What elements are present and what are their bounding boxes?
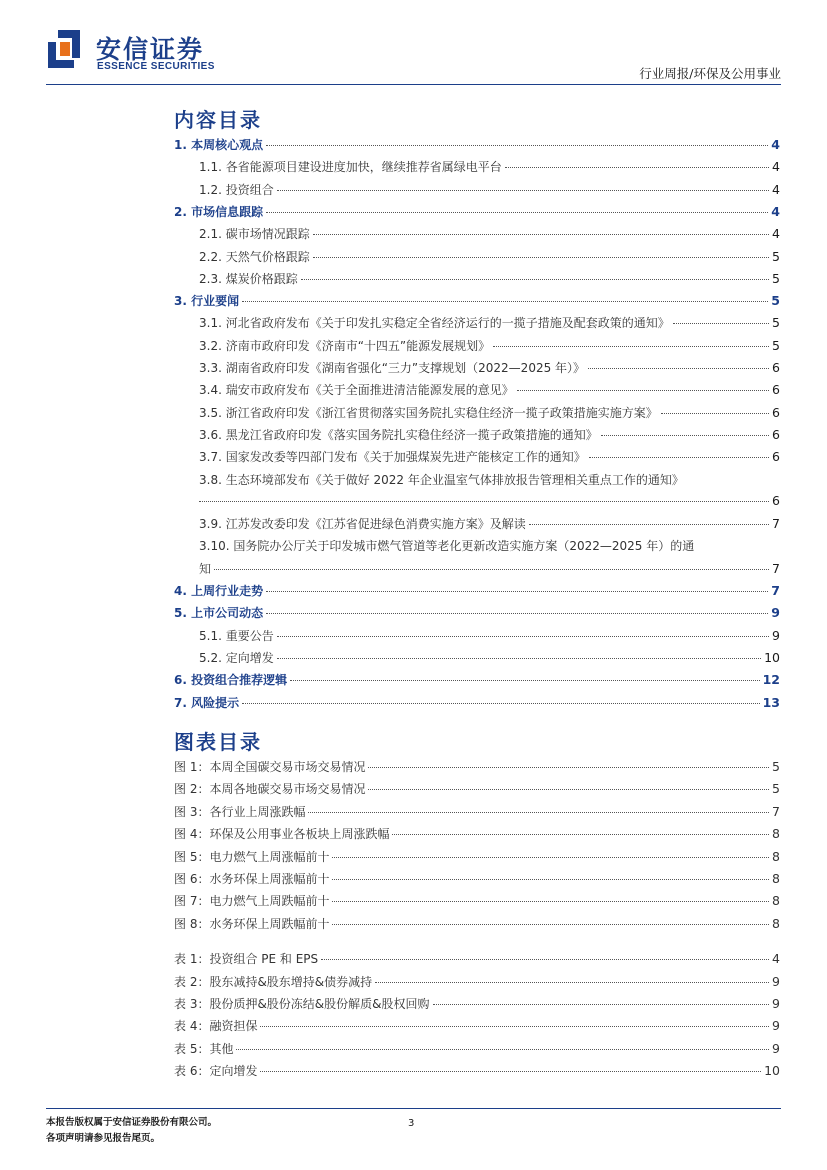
figure-page-number: 5: [772, 781, 780, 797]
dot-leader: [313, 234, 769, 235]
table-page-number: 9: [772, 973, 780, 989]
table-list-item[interactable]: [174, 995, 780, 1015]
figures-title: 图表目录: [174, 730, 262, 754]
toc-subsection-link[interactable]: [174, 649, 780, 669]
dot-leader: [266, 613, 768, 614]
toc-section-link[interactable]: [174, 582, 780, 602]
table-caption: 表 3：股份质押&股份冻结&股份解质&股权回购: [174, 997, 430, 1011]
toc-page-number: 5: [772, 248, 780, 264]
dot-leader: [260, 1026, 769, 1027]
toc-entry-label: 4. 上周行业走势: [174, 584, 264, 598]
table-page-number: 4: [772, 951, 780, 967]
dot-leader: [493, 346, 769, 347]
table-list-item[interactable]: [174, 973, 780, 993]
dot-leader: [277, 636, 769, 637]
figure-list-item[interactable]: [174, 848, 780, 868]
toc-entry-label: 2.2. 天然气价格跟踪: [199, 249, 310, 264]
toc-subsection-link[interactable]: [174, 537, 780, 557]
dot-leader: [368, 767, 769, 768]
figure-list-item[interactable]: [174, 915, 780, 935]
toc-entry-label: 5.1. 重要公告: [199, 628, 274, 643]
toc-entry-label: 3.8. 生态环境部发布《关于做好 2022 年企业温室气体排放报告管理相关重点工作的通知》: [199, 472, 684, 487]
figure-page-number: 8: [772, 871, 780, 886]
figure-page-number: 7: [772, 803, 780, 819]
toc-entry-label: 5. 上市公司动态: [174, 606, 264, 621]
table-list-item[interactable]: [174, 1040, 780, 1060]
figure-list-item[interactable]: [174, 780, 780, 800]
toc-subsection-link[interactable]: [174, 471, 780, 491]
table-caption: 表 2：股东减持&股东增持&债券减持: [174, 974, 373, 989]
figure-caption: 图 8：水务环保上周跌幅前十: [174, 916, 330, 931]
dot-leader: [242, 301, 768, 302]
toc-section-link[interactable]: [174, 694, 780, 714]
table-page-number: 10: [764, 1063, 780, 1079]
dot-leader: [301, 279, 769, 280]
dot-leader: [529, 524, 769, 525]
dot-leader: [266, 591, 768, 592]
dot-leader: [313, 257, 769, 258]
toc-page-number: 6: [772, 426, 780, 442]
toc-subsection-link[interactable]: [174, 225, 780, 245]
toc-entry-label: 6. 投资组合推荐逻辑: [174, 673, 288, 688]
table-page-number: 9: [772, 1040, 780, 1056]
toc-page-number: 9: [771, 605, 780, 621]
brand-name-cn: 安信证券: [96, 35, 205, 64]
toc-section-link[interactable]: [174, 203, 780, 223]
dot-leader: [290, 680, 760, 681]
toc-entry-label: 3.4. 瑞安市政府发布《关于全面推进清洁能源发展的意见》: [199, 383, 514, 398]
dot-leader: [332, 901, 769, 902]
dot-leader: [589, 457, 769, 458]
toc-page-number: 5: [772, 337, 780, 353]
figure-list-item[interactable]: [174, 825, 780, 845]
figure-list-item[interactable]: [174, 892, 780, 912]
toc-entry-label: 3.3. 湖南省政府印发《湖南省强化“三力”支撑规划（2022—2025 年）》: [199, 361, 586, 375]
toc-entry-label: 3.2. 济南市政府印发《济南市“十四五”能源发展规划》: [199, 338, 491, 353]
table-caption: 表 6：定向增发: [174, 1064, 258, 1079]
toc-entry-continuation: [174, 560, 780, 580]
toc-page-number: 5: [772, 270, 780, 286]
toc-entry-label: 1. 本周核心观点: [174, 138, 264, 152]
figure-list-item[interactable]: [174, 758, 780, 778]
dot-leader: [517, 390, 769, 391]
dot-leader: [332, 879, 769, 880]
toc-page-number: 6: [772, 449, 780, 465]
toc-subsection-link[interactable]: [174, 158, 780, 178]
figure-page-number: 8: [772, 893, 780, 909]
toc-page-number: 5: [772, 315, 780, 331]
table-caption: 表 4：融资担保: [174, 1019, 258, 1034]
toc-subsection-link[interactable]: [174, 337, 780, 357]
footer-divider: [46, 1108, 781, 1109]
toc-subsection-link[interactable]: [174, 404, 780, 424]
dot-leader: [214, 569, 769, 570]
toc-subsection-link[interactable]: [174, 426, 780, 446]
toc-entry-label: 3. 行业要闻: [174, 294, 240, 309]
figure-caption: 图 1：本周全国碳交易市场交易情况: [174, 760, 366, 774]
figure-list-item[interactable]: [174, 870, 780, 890]
dot-leader: [368, 789, 769, 790]
toc-subsection-link[interactable]: [174, 381, 780, 401]
toc-page-number: 4: [772, 226, 780, 242]
toc-page-number: 7: [772, 560, 780, 576]
toc-page-number: 4: [772, 181, 780, 197]
toc-entry-label: 2. 市场信息跟踪: [174, 204, 264, 219]
dot-leader: [673, 323, 769, 324]
dot-leader: [242, 703, 760, 704]
toc-page-number: 10: [764, 649, 780, 665]
toc-entry-label: 3.7. 国家发改委等四部门发布《关于加强煤炭先进产能核定工作的通知》: [199, 450, 586, 465]
toc-page-number: 7: [771, 583, 780, 598]
toc-subsection-link[interactable]: [174, 270, 780, 290]
dot-leader: [321, 959, 769, 960]
table-page-number: 9: [772, 996, 780, 1011]
table-caption: 表 1：投资组合 PE 和 EPS: [174, 952, 319, 967]
dot-leader: [601, 435, 769, 436]
toc-entry-label: 3.10. 国务院办公厅关于印发城市燃气管道等老化更新改造实施方案（2022—2025 年）的通: [199, 539, 695, 554]
figure-list-item[interactable]: [174, 803, 780, 823]
figure-caption: 图 2：本周各地碳交易市场交易情况: [174, 782, 366, 797]
toc-page-number: 13: [762, 694, 780, 710]
toc-page-number: 4: [772, 159, 780, 175]
dot-leader: [433, 1004, 770, 1005]
figure-caption: 图 4：环保及公用事业各板块上周涨跌幅: [174, 827, 390, 842]
toc-section-link[interactable]: [174, 292, 780, 312]
toc-page-number: 4: [771, 203, 780, 219]
figure-caption: 图 3：各行业上周涨跌幅: [174, 804, 306, 819]
figure-caption: 图 6：水务环保上周涨幅前十: [174, 872, 330, 886]
toc-page-number: 6: [772, 492, 780, 508]
dot-leader: [266, 212, 768, 213]
figure-page-number: 8: [772, 848, 780, 864]
brand-name-en: ESSENCE SECURITIES: [97, 61, 215, 72]
dot-leader: [505, 167, 769, 168]
toc-page-number: 9: [772, 627, 780, 643]
toc-entry-label: 知: [199, 561, 212, 576]
toc-entry-label: 2.1. 碳市场情况跟踪: [199, 227, 310, 242]
dot-leader: [308, 812, 769, 813]
toc-subsection-link[interactable]: [174, 248, 780, 268]
toc-subsection-link[interactable]: [174, 627, 780, 647]
dot-leader: [332, 924, 769, 925]
toc-page-number: 5: [771, 293, 780, 309]
toc-entry-label: 3.1. 河北省政府发布《关于印发扎实稳定全省经济运行的一揽子措施及配套政策的通知》: [199, 316, 670, 331]
toc-title: 内容目录: [174, 108, 262, 132]
dot-leader: [236, 1049, 769, 1050]
table-list-item[interactable]: [174, 1062, 780, 1082]
toc-subsection-link[interactable]: [174, 515, 780, 535]
figure-page-number: 8: [772, 915, 780, 931]
copyright-notice: 本报告版权属于安信证券股份有限公司。: [46, 1117, 218, 1128]
toc-subsection-link[interactable]: [174, 359, 780, 379]
figure-page-number: 5: [772, 759, 780, 774]
dot-leader: [266, 145, 768, 146]
dot-leader: [277, 190, 769, 191]
toc-entry-label: 2.3. 煤炭价格跟踪: [199, 271, 298, 286]
toc-section-link[interactable]: [174, 604, 780, 624]
toc-entry-label: 7. 风险提示: [174, 695, 240, 710]
figure-page-number: 8: [772, 826, 780, 842]
table-list-item[interactable]: [174, 1017, 780, 1037]
toc-section-link[interactable]: [174, 136, 780, 156]
table-page-number: 9: [772, 1018, 780, 1034]
toc-page-number: 6: [772, 404, 780, 420]
table-caption: 表 5：其他: [174, 1041, 234, 1056]
toc-section-link[interactable]: [174, 671, 780, 691]
header-divider: [46, 84, 781, 85]
toc-entry-label: 1.1. 各省能源项目建设进度加快，继续推荐省属绿电平台: [199, 160, 502, 175]
toc-entry-label: 3.5. 浙江省政府印发《浙江省贯彻落实国务院扎实稳住经济一揽子政策措施实施方案》: [199, 405, 658, 420]
dot-leader: [392, 834, 769, 835]
toc-subsection-link[interactable]: [174, 448, 780, 468]
toc-page-number: 7: [772, 516, 780, 532]
toc-page-number: 4: [771, 137, 780, 152]
table-list-item[interactable]: [174, 950, 780, 970]
dot-leader: [199, 501, 769, 502]
toc-subsection-link[interactable]: [174, 181, 780, 201]
dot-leader: [661, 413, 769, 414]
toc-subsection-link[interactable]: [174, 314, 780, 334]
toc-entry-label: 3.9. 江苏发改委印发《江苏省促进绿色消费实施方案》及解读: [199, 517, 526, 532]
disclaimer-notice: 各项声明请参见报告尾页。: [46, 1133, 161, 1144]
toc-entry-continuation: [174, 493, 780, 513]
dot-leader: [332, 857, 769, 858]
essence-logo-icon: [46, 28, 82, 70]
toc-page-number: 6: [772, 360, 780, 375]
document-type: 行业周报/环保及公用事业: [639, 66, 781, 81]
dot-leader: [260, 1071, 761, 1072]
toc-entry-label: 1.2. 投资组合: [199, 182, 274, 197]
toc-entry-label: 5.2. 定向增发: [199, 650, 274, 665]
toc-page-number: 6: [772, 382, 780, 398]
figure-caption: 图 7：电力燃气上周跌幅前十: [174, 894, 330, 909]
dot-leader: [375, 982, 769, 983]
dot-leader: [277, 658, 761, 659]
page-header: [0, 0, 827, 85]
figure-caption: 图 5：电力燃气上周涨幅前十: [174, 849, 330, 864]
dot-leader: [588, 368, 769, 369]
page-number: 3: [408, 1118, 415, 1129]
toc-page-number: 12: [762, 672, 780, 688]
toc-entry-label: 3.6. 黑龙江省政府印发《落实国务院扎实稳住经济一揽子政策措施的通知》: [199, 427, 598, 442]
